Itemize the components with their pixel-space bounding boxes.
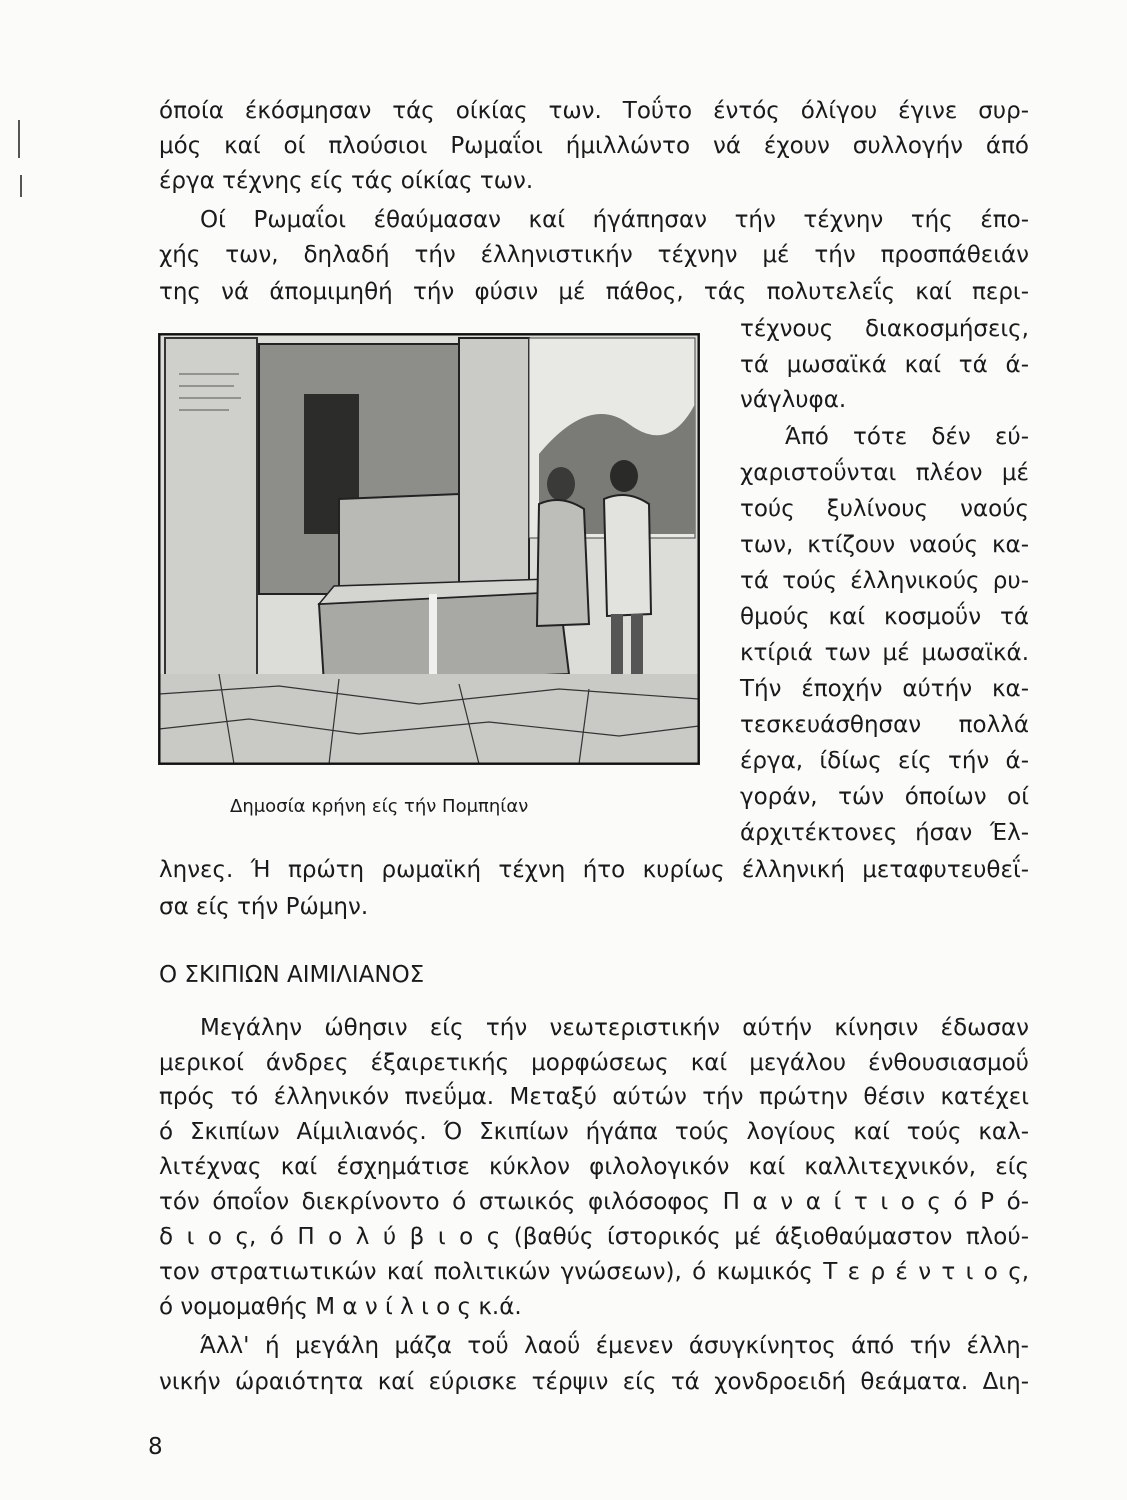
text-line: τόν όποΐον διεκρίνοντο ό στωικός φιλόσοφος Π α ν α ί τ ι ο ς ό Ρ ό- bbox=[159, 1189, 1029, 1215]
text-line: τά μωσαϊκά καί τά ά- bbox=[740, 352, 1029, 378]
text-line: κτίριά των μέ μωσαϊκά. bbox=[740, 640, 1029, 666]
section-heading: Ο ΣΚΙΠΙΩΝ ΑΙΜΙΛΙΑΝΟΣ bbox=[159, 962, 425, 988]
text-line: μός καί οί πλούσιοι Ρωμαΐοι ήμιλλώντο νά έχουν συλλογήν άπό bbox=[159, 133, 1029, 159]
margin-mark bbox=[20, 175, 22, 197]
text-line: σα είς τήν Ρώμην. bbox=[159, 894, 369, 920]
page-number: 8 bbox=[148, 1434, 163, 1460]
text-line: Τήν έποχήν αύτήν κα- bbox=[740, 676, 1029, 702]
text-line: έργα τέχνης είς τάς οίκίας των. bbox=[159, 168, 534, 194]
text-line: γοράν, τών όποίων οί bbox=[740, 784, 1029, 810]
text-line: Οί Ρωμαΐοι έθαύμασαν καί ήγάπησαν τήν τέχνην τής έπο- bbox=[200, 207, 1029, 233]
fountain-engraving bbox=[158, 333, 700, 765]
text-line: τέχνους διακοσμήσεις, bbox=[740, 316, 1029, 342]
text-line: Άπό τότε δέν εύ- bbox=[785, 424, 1029, 450]
text-line: της νά άπομιμηθή τήν φύσιν μέ πάθος, τάς πολυτελεΐς καί περι- bbox=[159, 279, 1029, 305]
text-line: νάγλυφα. bbox=[740, 387, 847, 413]
text-line: Άλλ' ή μεγάλη μάζα τοΰ λαοΰ έμενεν άσυγκίνητος άπό τήν έλλη- bbox=[200, 1333, 1029, 1359]
text-line: όποία έκόσμησαν τάς οίκίας των. Τοΰτο έντός όλίγου έγινε συρ- bbox=[159, 98, 1029, 124]
text-line: δ ι ο ς, ό Π ο λ ύ β ι ο ς (βαθύς ίστορικός μέ άξιοθαύμαστον πλού- bbox=[159, 1224, 1029, 1250]
text-line: χής των, δηλαδή τήν έλληνιστικήν τέχνην μέ τήν προσπάθειάν bbox=[159, 242, 1029, 268]
text-line: τά τούς έλληνικούς ρυ- bbox=[740, 568, 1029, 594]
text-line: πρός τό έλληνικόν πνεΰμα. Μεταξύ αύτών τήν πρώτην θέσιν κατέχει bbox=[159, 1084, 1029, 1110]
text-line: τεσκευάσθησαν πολλά bbox=[740, 712, 1029, 738]
text-line: θμούς καί κοσμοΰν τά bbox=[740, 604, 1029, 630]
figure-caption: Δημοσία κρήνη είς τήν Πομπηίαν bbox=[230, 796, 529, 817]
text-line: Μεγάλην ώθησιν είς τήν νεωτεριστικήν αύτήν κίνησιν έδωσαν bbox=[200, 1015, 1029, 1041]
text-line: λιτέχνας καί έσχημάτισε κύκλον φιλολογικόν καί καλλιτεχνικόν, είς bbox=[159, 1154, 1029, 1180]
text-line: των, κτίζουν ναούς κα- bbox=[740, 532, 1029, 558]
text-line: χαριστοΰνται πλέον μέ bbox=[740, 460, 1029, 486]
text-line: τούς ξυλίνους ναούς bbox=[740, 496, 1029, 522]
text-line: ό Σκιπίων Αίμιλιανός. Ό Σκιπίων ήγάπα τούς λογίους καί τούς καλ- bbox=[159, 1119, 1029, 1145]
text-line: τον στρατιωτικών καί πολιτικών γνώσεων), ό κωμικός Τ ε ρ έ ν τ ι ο ς, bbox=[159, 1259, 1029, 1285]
text-line: μερικοί άνδρες έξαιρετικής μορφώσεως καί μεγάλου ένθουσιασμοΰ bbox=[159, 1050, 1029, 1076]
text-line: άρχιτέκτονες ήσαν Έλ- bbox=[740, 820, 1029, 846]
text-line: ό νομομαθής Μ α ν ί λ ι ο ς κ.ά. bbox=[159, 1294, 522, 1320]
text-line: ληνες. Ή πρώτη ρωμαϊκή τέχνη ήτο κυρίως έλληνική μεταφυτευθεΐ- bbox=[159, 857, 1029, 883]
text-line: έργα, ίδίως είς τήν ά- bbox=[740, 748, 1029, 774]
text-line: νικήν ώραιότητα καί εύρισκε τέρψιν είς τά χονδροειδή θεάματα. Διη- bbox=[159, 1369, 1029, 1395]
margin-mark bbox=[18, 120, 20, 158]
